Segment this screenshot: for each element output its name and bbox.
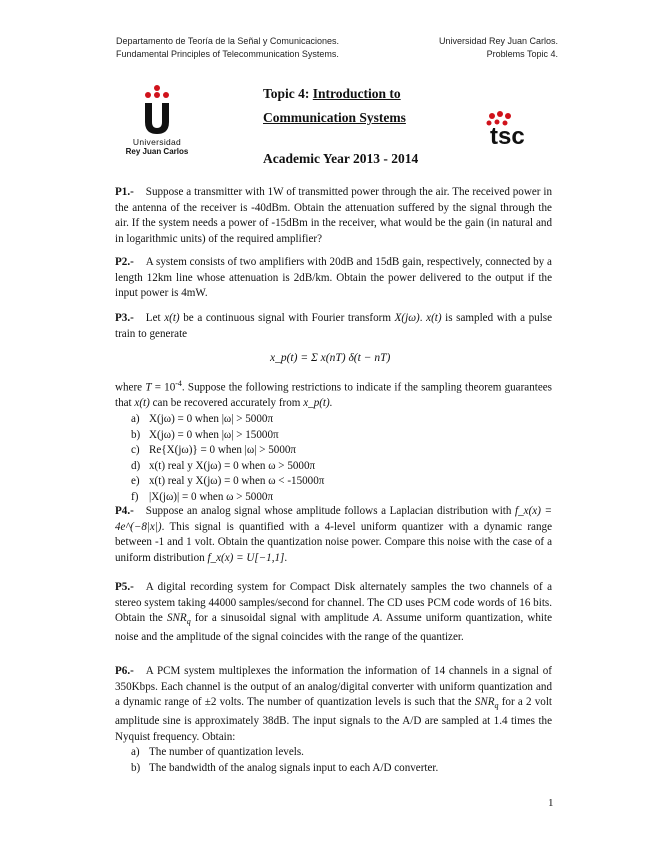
urjc-emblem-icon <box>137 84 177 136</box>
problem-4: P4.- Suppose an analog signal whose amplitude follows a Laplacian distribution with f_x(x) = 4e^(−8|x|). This signal is quantified with a 4-level uniform quantizer with a dynamic range between -1 and 1 volt. Obtain the quantization noise power. Compare this noise with the case of a uniform distribution f_x(x) = U[−1,1]. <box>115 505 552 564</box>
page-title <box>263 86 401 102</box>
problem-5: P5.- A digital recording system for Compact Disk alternately samples the two channels of a stereo system taking 44000 samples/second for channel. The CD uses PCM code words of 16 bits. Obtain the $SNR_q$ for a sinusoidal signal with amplitude A. Assume uniform quantization, white noise and the amplitude of the signal coincides with the range of the quantizer. <box>115 581 552 643</box>
list-item: b) The bandwidth of the analog signals input to each A/D converter. <box>131 761 439 774</box>
header-course: Fundamental Principles of Telecommunication Systems. <box>116 48 339 59</box>
tsc-logo-text: tsc <box>490 123 525 150</box>
problem-3-label: P3.- <box>115 312 134 324</box>
list-item: c) Re{X(jω)} = 0 when |ω| > 5000π <box>131 444 297 457</box>
problem-6: P6.- A PCM system multiplexes the information the information of 14 channels in a signal of 350Kbps. Each channel is the output of an analog/digital converter with uniform quantization and a dynamic range of ±2 volts. The number of quantization levels is such that the $SNR_q$ for a 2 volt amplitude sine is approximately 38dB. The input signals to the A/D are sampled at 1.4 times the Nyquist frequency. Obtain: a) The number of quantization levels. b) The bandwidth of the analog signals input to each A/D converter. <box>115 664 552 776</box>
title-line1: Introduction to <box>312 86 401 101</box>
sampling-equation-text: x_p(t) = Σ x(nT) δ(t − nT) <box>270 352 391 365</box>
sampling-equation <box>115 344 552 374</box>
list-item: d) x(t) real y X(jω) = 0 when ω > 5000π <box>131 459 316 472</box>
list-item: a) The number of quantization levels. <box>131 746 304 759</box>
university-logo <box>118 84 196 156</box>
problem-1 <box>115 185 552 247</box>
problem-2-label: P2.- <box>115 256 134 268</box>
laplacian-pdf: f_x(x) = 4e^(−8|x|) <box>115 505 552 533</box>
problem-3: P3.- Let x(t) be a continuous signal with Fourier transform X(jω). x(t) is sampled with a pulse train to generate x_p(t) = Σ x(nT) δ(t − nT) where $T = 10^{-4}$. Suppose the following restrictions to indicate if the sampling theorem guarantees that x(t) can be recovered accurately from x_p(t). a) X(jω) = 0 when |ω| > 5000π b) X(jω) = 0 when |ω| > 15000π c) Re{X(jω)} = 0 when |ω| > 5000π d) x(t) real y X(jω) = 0 when ω > 5000π e) x(t) real y X(jω) = 0 when ω < -15000π f) |X(jω)| = 0 when ω > 5000π <box>115 311 552 506</box>
header-university: Universidad Rey Juan Carlos. <box>438 36 558 46</box>
header-left <box>116 35 339 60</box>
academic-year: Academic Year 2013 - 2014 <box>263 151 419 166</box>
list-item: e) x(t) real y X(jω) = 0 when ω < -15000π <box>131 475 325 488</box>
problem-2 <box>115 255 552 302</box>
header-topic: Problems Topic 4. <box>486 48 558 59</box>
page-number: 1 <box>548 797 554 809</box>
header-department: Departamento de Teoría de la Señal y Comunicaciones. <box>116 36 339 46</box>
problem-3-options <box>115 412 552 506</box>
problem-5-label: P5.- <box>115 581 134 593</box>
page-title-line2 <box>263 110 406 126</box>
title-prefix: Topic 4: <box>263 86 313 101</box>
list-item: f) |X(jω)| = 0 when ω > 5000π <box>131 491 274 504</box>
problem-1-text: Suppose a transmitter with 1W of transmitted power through the air. The received power in the antenna of the receiver is -40dBm. Obtain the attenuation suffered by the signal through the air. If the system needs a power of -15dBm in the receiver, what would be the gain (in natural and in logarithmic units) of the required amplifier? <box>115 186 552 245</box>
problem-4-label: P4.- <box>115 505 134 517</box>
problem-6-label: P6.- <box>115 665 134 677</box>
problem-1-label: P1.- <box>115 186 134 198</box>
problem-6-questions <box>115 745 552 776</box>
header-right <box>439 35 558 60</box>
problem-2-text: A system consists of two amplifiers with 20dB and 15dB gain, respectively, connected by a length 12km line whose attenuation is 2dB/km. Obtain the power delivered to the output if the input power is 4mW. <box>115 256 552 300</box>
tsc-logo-icon <box>484 110 542 150</box>
list-item: a) X(jω) = 0 when |ω| > 5000π <box>131 413 274 426</box>
uniform-pdf: f_x(x) = U[−1,1] <box>207 551 285 564</box>
university-subname: Rey Juan Carlos <box>125 147 189 156</box>
list-item: b) X(jω) = 0 when |ω| > 15000π <box>131 428 279 441</box>
university-name: Universidad <box>132 137 182 147</box>
title-line2: Communication Systems <box>263 110 406 125</box>
